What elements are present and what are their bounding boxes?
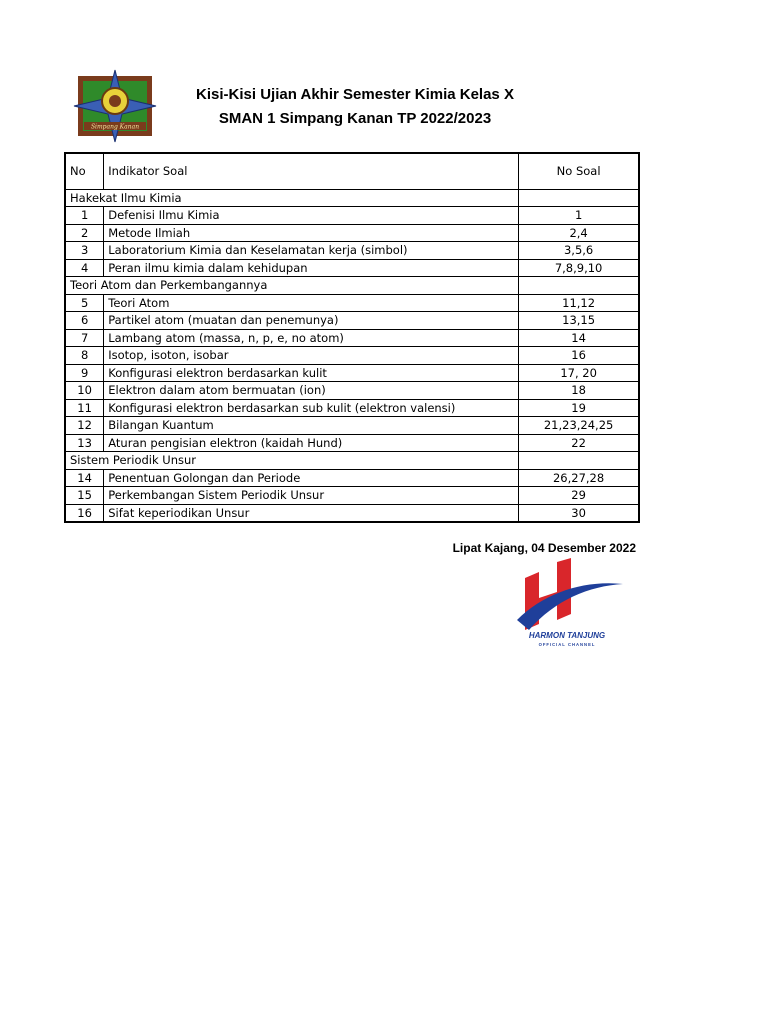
- cell-no: 2: [65, 224, 104, 242]
- channel-name: HARMON TANJUNG: [528, 631, 606, 640]
- cell-indikator: Laboratorium Kimia dan Keselamatan kerja (simbol): [104, 242, 519, 260]
- section-row: [65, 189, 639, 207]
- cell-no-soal: 30: [519, 504, 639, 522]
- cell-no: 14: [65, 469, 104, 487]
- section-row: [65, 452, 639, 470]
- cell-no-soal: 13,15: [519, 312, 639, 330]
- cell-no: 8: [65, 347, 104, 365]
- header-no-soal: No Soal: [519, 153, 639, 189]
- table-row: [65, 364, 639, 382]
- cell-no: 10: [65, 382, 104, 400]
- cell-no: 11: [65, 399, 104, 417]
- table-row: [65, 242, 639, 260]
- cell-no-soal: 21,23,24,25: [519, 417, 639, 435]
- cell-indikator: Metode Ilmiah: [104, 224, 519, 242]
- section-title: Sistem Periodik Unsur: [65, 452, 519, 470]
- cell-indikator: Konfigurasi elektron berdasarkan sub kulit (elektron valensi): [104, 399, 519, 417]
- cell-no: 9: [65, 364, 104, 382]
- cell-indikator: Sifat keperiodikan Unsur: [104, 504, 519, 522]
- cell-no-soal: 14: [519, 329, 639, 347]
- cell-indikator: Aturan pengisian elektron (kaidah Hund): [104, 434, 519, 452]
- cell-no-soal: 3,5,6: [519, 242, 639, 260]
- place-date: Lipat Kajang, 04 Desember 2022: [452, 541, 636, 555]
- cell-no-soal: 17, 20: [519, 364, 639, 382]
- cell-no: 5: [65, 294, 104, 312]
- table-row: [65, 504, 639, 522]
- header-indikator: Indikator Soal: [104, 153, 519, 189]
- channel-logo: [515, 558, 625, 650]
- cell-no-soal: 18: [519, 382, 639, 400]
- channel-sub: OFFICIAL CHANNEL: [538, 642, 596, 647]
- table-row: [65, 259, 639, 277]
- cell-no: 13: [65, 434, 104, 452]
- cell-no: 12: [65, 417, 104, 435]
- table-row: [65, 399, 639, 417]
- cell-no: 3: [65, 242, 104, 260]
- cell-no-soal: 19: [519, 399, 639, 417]
- cell-no-soal: 2,4: [519, 224, 639, 242]
- section-title: Hakekat Ilmu Kimia: [65, 189, 519, 207]
- table-row: [65, 224, 639, 242]
- cell-indikator: Peran ilmu kimia dalam kehidupan: [104, 259, 519, 277]
- section-empty-cell: [519, 277, 639, 295]
- section-row: [65, 277, 639, 295]
- cell-no-soal: 16: [519, 347, 639, 365]
- cell-indikator: Teori Atom: [104, 294, 519, 312]
- table-row: [65, 207, 639, 225]
- table-row: [65, 329, 639, 347]
- title-line-1: Kisi-Kisi Ujian Akhir Semester Kimia Kelas X: [196, 86, 514, 103]
- cell-indikator: Perkembangan Sistem Periodik Unsur: [104, 487, 519, 505]
- cell-no: 6: [65, 312, 104, 330]
- school-logo: [70, 68, 160, 144]
- table-row: [65, 417, 639, 435]
- table-body: [65, 189, 639, 522]
- cell-indikator: Bilangan Kuantum: [104, 417, 519, 435]
- table-row: [65, 469, 639, 487]
- table-row: [65, 382, 639, 400]
- cell-no-soal: 26,27,28: [519, 469, 639, 487]
- table-row: [65, 347, 639, 365]
- table-row: [65, 487, 639, 505]
- cell-indikator: Isotop, isoton, isobar: [104, 347, 519, 365]
- cell-no: 4: [65, 259, 104, 277]
- cell-indikator: Partikel atom (muatan dan penemunya): [104, 312, 519, 330]
- kisi-kisi-table: [64, 152, 640, 523]
- section-title: Teori Atom dan Perkembangannya: [65, 277, 519, 295]
- cell-no-soal: 7,8,9,10: [519, 259, 639, 277]
- cell-indikator: Konfigurasi elektron berdasarkan kulit: [104, 364, 519, 382]
- cell-no-soal: 29: [519, 487, 639, 505]
- cell-indikator: Elektron dalam atom bermuatan (ion): [104, 382, 519, 400]
- table-row: [65, 312, 639, 330]
- table-header-row: [65, 153, 639, 189]
- cell-no-soal: 22: [519, 434, 639, 452]
- document-title: [160, 83, 550, 131]
- header-no: No: [65, 153, 104, 189]
- cell-indikator: Defenisi Ilmu Kimia: [104, 207, 519, 225]
- cell-no-soal: 1: [519, 207, 639, 225]
- cell-no: 7: [65, 329, 104, 347]
- title-line-2: SMAN 1 Simpang Kanan TP 2022/2023: [218, 110, 492, 127]
- school-logo-text: Simpang Kanan: [90, 123, 140, 131]
- table-row: [65, 434, 639, 452]
- cell-no: 1: [65, 207, 104, 225]
- school-emblem-icon: [70, 68, 160, 144]
- harmon-tanjung-logo-icon: [515, 558, 625, 650]
- cell-no: 16: [65, 504, 104, 522]
- cell-no-soal: 11,12: [519, 294, 639, 312]
- section-empty-cell: [519, 189, 639, 207]
- cell-indikator: Penentuan Golongan dan Periode: [104, 469, 519, 487]
- cell-no: 15: [65, 487, 104, 505]
- table-row: [65, 294, 639, 312]
- section-empty-cell: [519, 452, 639, 470]
- cell-indikator: Lambang atom (massa, n, p, e, no atom): [104, 329, 519, 347]
